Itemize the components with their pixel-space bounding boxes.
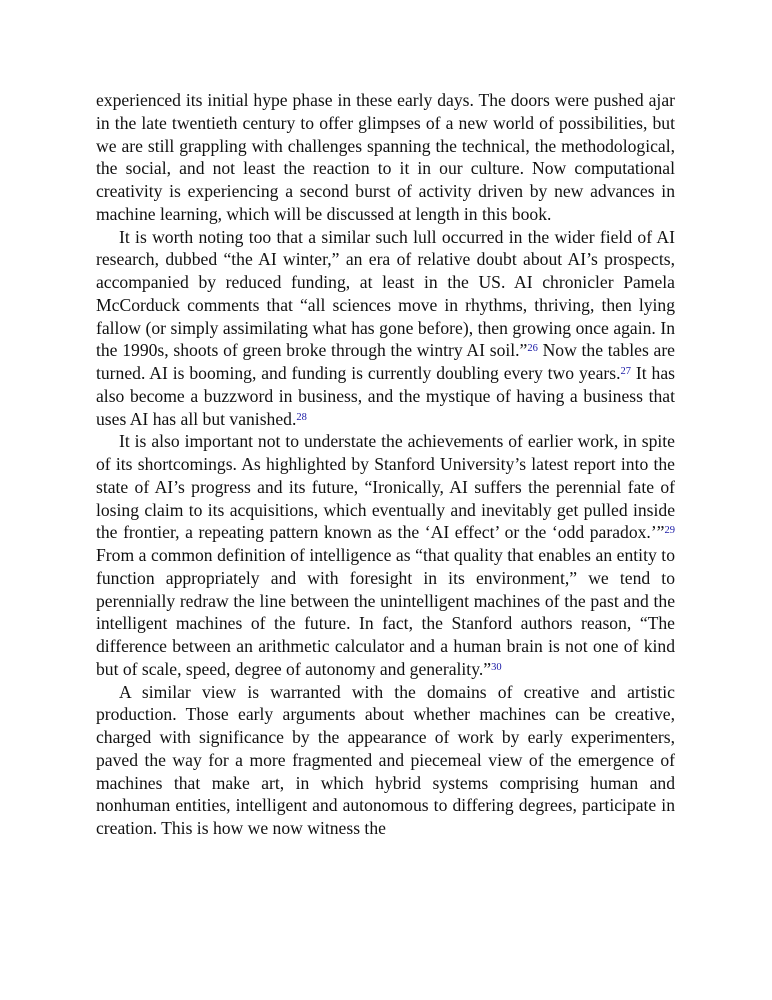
paragraph-text: A similar view is warranted with the domains of creative and artistic production. Those early arguments about whether machines can be creative, charged with significance by the appearance of work by early experimenters, paved the way for a more fragmented and piecemeal view of the emergence of machines that make art, in which hybrid systems comprising human and nonhuman entities, intelligent and autonomous to differing degrees, participate in creation. This is how we now witness the bbox=[96, 681, 675, 838]
footnote-link[interactable]: 28 bbox=[296, 411, 307, 423]
footnote-link[interactable]: 26 bbox=[527, 343, 538, 355]
paragraph-text: From a common definition of intelligence as “that quality that enables an entity to function appropriately and with foresight in its environment,” we tend to perennially redraw the line between the unintelligent machines of the past and the intelligent machines of the future. In fact, the Stanford authors reason, “The difference between an arithmetic calculator and a human brain is not one of kind but of scale, speed, degree of autonomy and generality.” bbox=[96, 545, 675, 679]
footnote-link[interactable]: 29 bbox=[664, 525, 675, 537]
footnote-link[interactable]: 27 bbox=[620, 366, 631, 377]
paragraph-text: experienced its initial hype phase in these early days. The doors were pushed ajar in the late twentieth century to offer glimpses of a new world of possibilities, but we are still grappling with challenges spanning the technical, the methodological, the social, and not least the reaction to it in our culture. Now computational creativity is experiencing a second burst of activity driven by new advances in machine learning, which will be discussed at length in this book. bbox=[96, 90, 675, 224]
paragraph-text: Now the tables are turned. AI is booming, and funding is currently doubling every two years. bbox=[96, 340, 675, 383]
paragraph bbox=[96, 681, 675, 840]
paragraph-text: It is worth noting too that a similar such lull occurred in the wider field of AI research, dubbed “the AI winter,” an era of relative doubt about AI’s prospects, accompanied by reduced funding, at least in the US. AI chronicler Pamela McCorduck comments that “all sciences move in rhythms, thriving, then lying fallow (or simply assimilating what has gone before), then growing once again. In the 1990s, shoots of green broke through the wintry AI soil.” bbox=[96, 226, 675, 361]
paragraph bbox=[96, 430, 675, 680]
paragraph-text: It has also become a buzzword in business, and the mystique of having a business that uses AI has all but vanished. bbox=[96, 363, 676, 429]
footnote-link[interactable]: 30 bbox=[491, 661, 502, 673]
paragraph bbox=[96, 226, 675, 431]
page-body bbox=[96, 89, 675, 840]
paragraph-text: It is also important not to understate the achievements of earlier work, in spite of its shortcomings. As highlighted by Stanford University’s latest report into the state of AI’s progress and its future, “Ironically, AI suffers the perennial fate of losing claim to its acquisitions, which eventually and inevitably get pulled inside the frontier, a repeating pattern known as the ‘AI effect’ or the ‘odd paradox.’” bbox=[96, 431, 675, 543]
paragraph bbox=[96, 89, 675, 226]
